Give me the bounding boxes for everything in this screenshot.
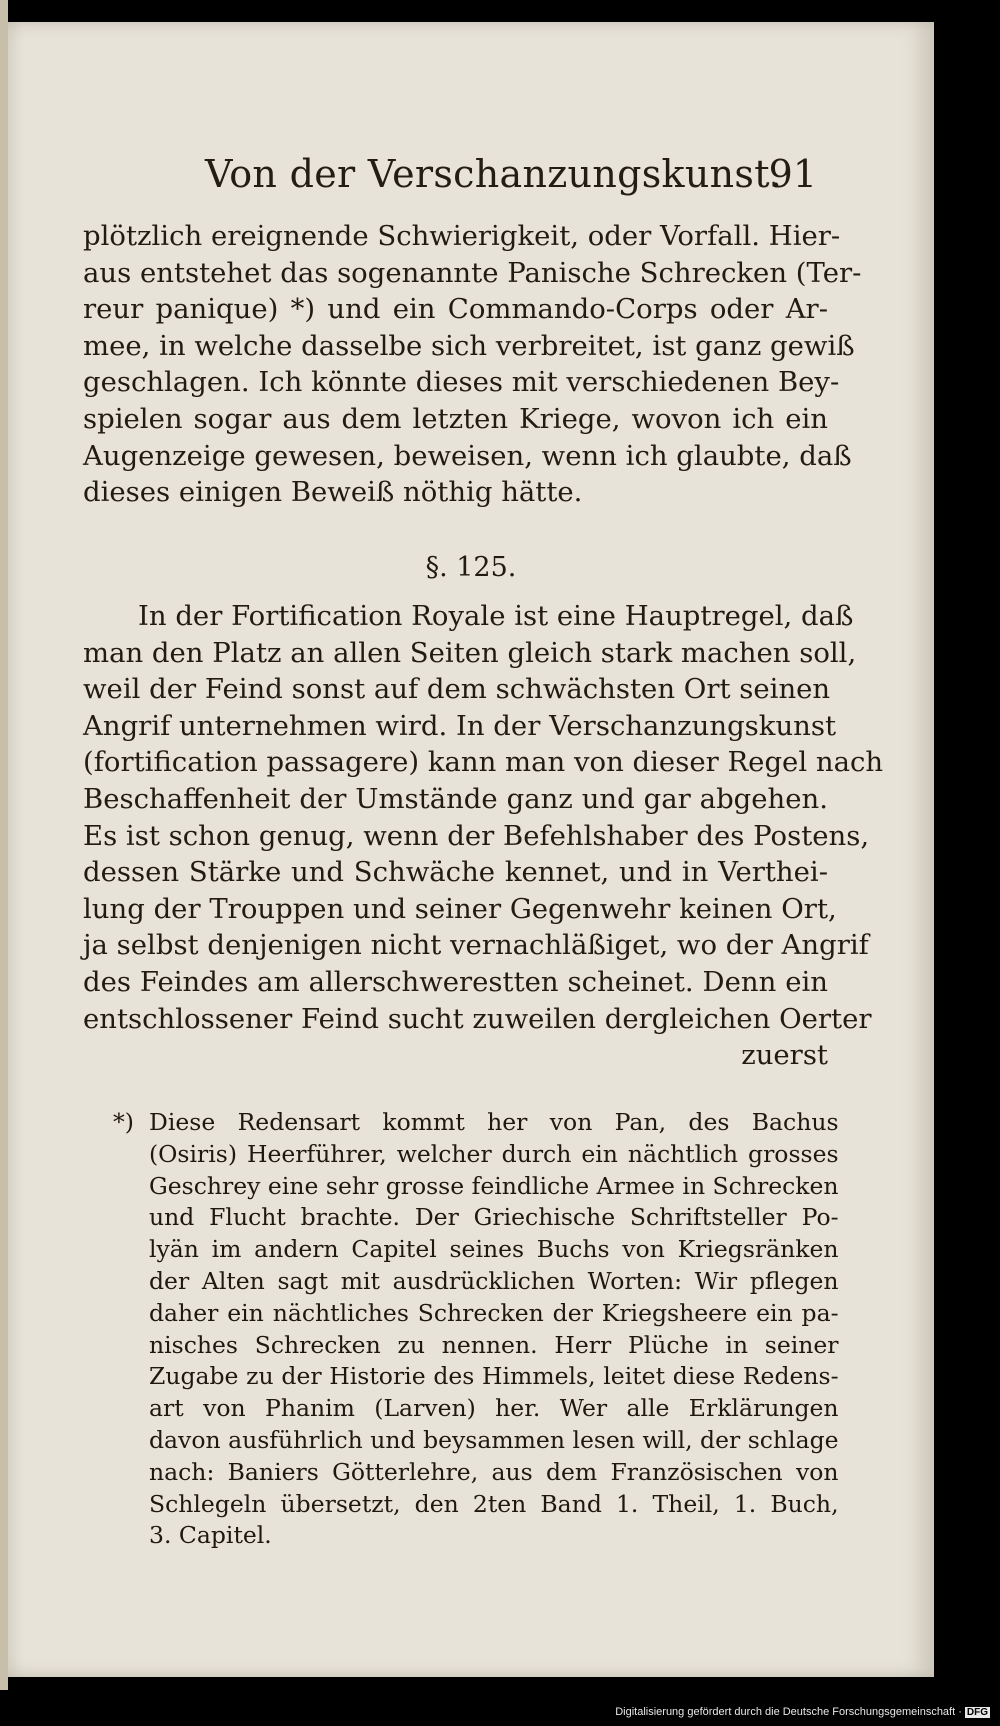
- text-line: mee, in welche dasselbe sich verbreitet, ist ganz gewiß: [83, 329, 855, 362]
- footnote-line: daher ein nächtliches Schrecken der Kriegsheere ein pa-: [149, 1298, 839, 1327]
- footnote-line: lyän im andern Capitel seines Buchs von Kriegsränken: [149, 1235, 839, 1264]
- text-line: In der Fortification Royale ist eine Hauptregel, daß: [138, 600, 854, 632]
- text-line: lung der Trouppen und seiner Gegenwehr keinen Ort,: [83, 892, 837, 925]
- catchword: zuerst: [741, 1039, 828, 1072]
- footnote-line: nach: Baniers Götterlehre, aus dem Französischen von: [149, 1457, 839, 1486]
- footnote-line: davon ausführlich und beysammen lesen will, der schlage: [149, 1425, 839, 1454]
- credit-text: Digitalisierung gefördert durch die Deutsche Forschungsgemeinschaft ·: [615, 1706, 962, 1718]
- paragraph-1: [83, 218, 862, 511]
- page-edge: [0, 0, 8, 1690]
- footnote-line: Diese Redensart kommt her von Pan, des Bachus: [149, 1108, 839, 1136]
- footnote-body: [149, 1107, 839, 1552]
- text-line: man den Platz an allen Seiten gleich stark machen soll,: [83, 636, 857, 669]
- text-line: (fortification passagere) kann man von dieser Regel nach: [83, 746, 884, 779]
- page-number: 91: [768, 152, 817, 196]
- text-line: des Feindes am allerschwerestten scheinet. Denn ein: [83, 965, 828, 998]
- text-line: aus entstehet das sogenannte Panische Schrecken (Ter-: [83, 256, 862, 289]
- text-line: Es ist schon genug, wenn der Befehlshaber des Postens,: [83, 819, 870, 852]
- digitization-credit: [615, 1706, 990, 1718]
- section-heading: §. 125.: [425, 552, 517, 583]
- page-header: [205, 152, 817, 204]
- text-line: spielen sogar aus dem letzten Kriege, wovon ich ein: [83, 402, 828, 435]
- text-line: entschlossener Feind sucht zuweilen dergleichen Oerter: [83, 1002, 872, 1035]
- footnote-line: Schlegeln übersetzt, den 2ten Band 1. Theil, 1. Buch,: [149, 1489, 839, 1518]
- footnote-line: 3. Capitel.: [149, 1521, 272, 1550]
- footnote-line: der Alten sagt mit ausdrücklichen Worten: Wir pflegen: [149, 1266, 839, 1295]
- text-line: Augenzeige gewesen, beweisen, wenn ich glaubte, daß: [83, 439, 852, 472]
- footnote-line: und Flucht brachte. Der Griechische Schriftsteller Po-: [149, 1203, 839, 1232]
- text-line: plötzlich ereignende Schwierigkeit, oder Vorfall. Hier-: [83, 220, 841, 252]
- dfg-logo: DFG: [966, 1707, 988, 1718]
- footnote-line: Geschrey eine sehr grosse feindliche Armee in Schrecken: [149, 1171, 839, 1200]
- text-line: reur panique) *) und ein Commando-Corps oder Ar-: [83, 293, 828, 326]
- text-line: weil der Feind sonst auf dem schwächsten Ort seinen: [83, 673, 831, 706]
- footnote-line: (Osiris) Heerführer, welcher durch ein nächtlich grosses: [149, 1139, 839, 1168]
- text-line: ja selbst denjenigen nicht vernachläßiget, wo der Angrif: [83, 929, 869, 962]
- footnote-line: art von Phanim (Larven) her. Wer alle Erklärungen: [149, 1394, 839, 1423]
- text-line: dieses einigen Beweiß nöthig hätte.: [83, 476, 583, 509]
- paragraph-2: [83, 598, 884, 1074]
- text-line: geschlagen. Ich könnte dieses mit verschiedenen Bey-: [83, 366, 840, 399]
- running-title: Von der Verschanzungskunst.: [205, 152, 783, 196]
- footnote-line: nisches Schrecken zu nennen. Herr Plüche in seiner: [149, 1330, 839, 1359]
- book-page: [8, 22, 934, 1677]
- text-line: dessen Stärke und Schwäche kennet, und in Verthei-: [83, 856, 828, 889]
- text-line: Angrif unternehmen wird. In der Verschanzungskunst: [83, 709, 837, 742]
- text-line: Beschaffenheit der Umstände ganz und gar abgehen.: [83, 782, 828, 815]
- footnote-line: Zugabe zu der Historie des Himmels, leitet diese Redens-: [149, 1362, 839, 1391]
- footnote-marker: *): [113, 1108, 134, 1136]
- footnote: [113, 1107, 839, 1552]
